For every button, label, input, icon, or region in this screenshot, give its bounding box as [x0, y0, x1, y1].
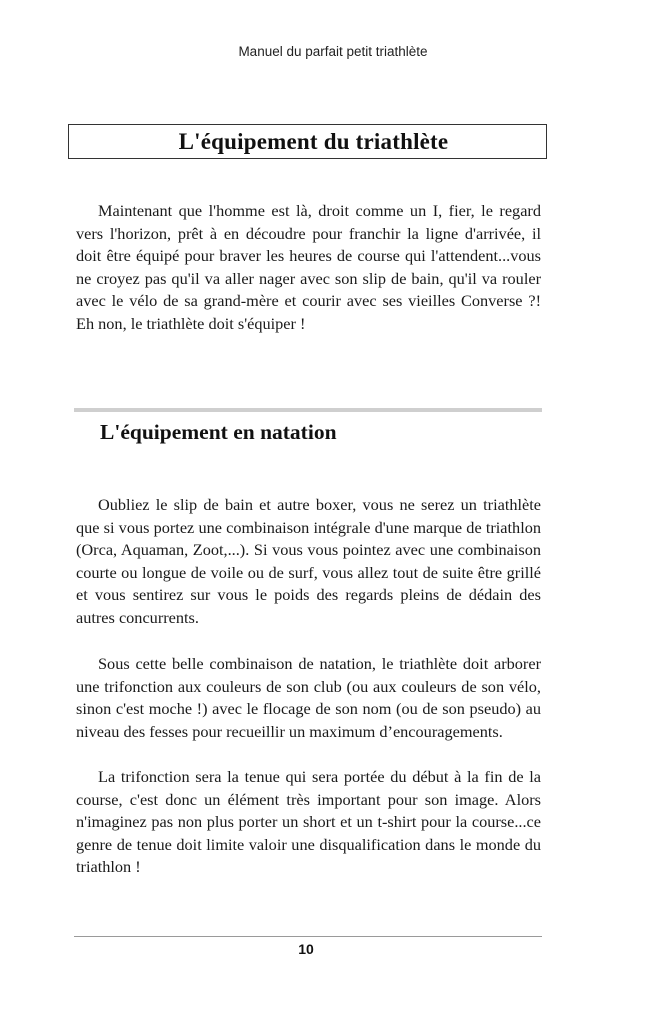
section-divider [74, 408, 542, 412]
chapter-title: L'équipement du triathlète [178, 128, 449, 154]
footer-divider [74, 936, 542, 937]
intro-paragraph: Maintenant que l'homme est là, droit comme un I, fier, le regard vers l'horizon, prêt à en découdre pour franchir la ligne d'arrivée, il doit être équipé pour braver les heures de course qui l'attendent...vous ne croyez pas qu'il va aller nager avec son slip de bain, qu'il va rouler avec le vélo de sa grand-mère et courir avec ses vieilles Converse ?! Eh non, le triathlète doit s'équiper ! [76, 201, 541, 333]
chapter-title-box [68, 124, 547, 159]
running-header: Manuel du parfait petit triathlète [238, 44, 428, 59]
section-paragraph-1: Oubliez le slip de bain et autre boxer, vous ne serez un triathlète que si vous portez une combinaison intégrale d'une marque de triathlon (Orca, Aquaman, Zoot,...). Si vous vous pointez avec une combinaison courte ou longue de voile ou de surf, vous allez tout de suite être grillé et vous sentirez sur vous le poids des regards pleins de dédain des autres concurrents. [76, 495, 541, 627]
page-number: 10 [298, 941, 314, 957]
section-paragraph-3: La trifonction sera la tenue qui sera portée du début à la fin de la course, c'est donc un élément très important pour son image. Alors n'imaginez pas non plus porter un short et un t-shirt pour la course...ce genre de tenue doit limite valoir une disqualification dans le monde du triathlon ! [76, 767, 541, 877]
section-title: L'équipement en natation [100, 420, 337, 444]
section-paragraph-2: Sous cette belle combinaison de natation, le triathlète doit arborer une trifonction aux couleurs de son club (ou aux couleurs de son vélo, sinon c'est moche !) avec le flocage de son nom (ou de son pseudo) au niveau des fesses pour recueillir un maximum d’encouragements. [76, 654, 541, 741]
